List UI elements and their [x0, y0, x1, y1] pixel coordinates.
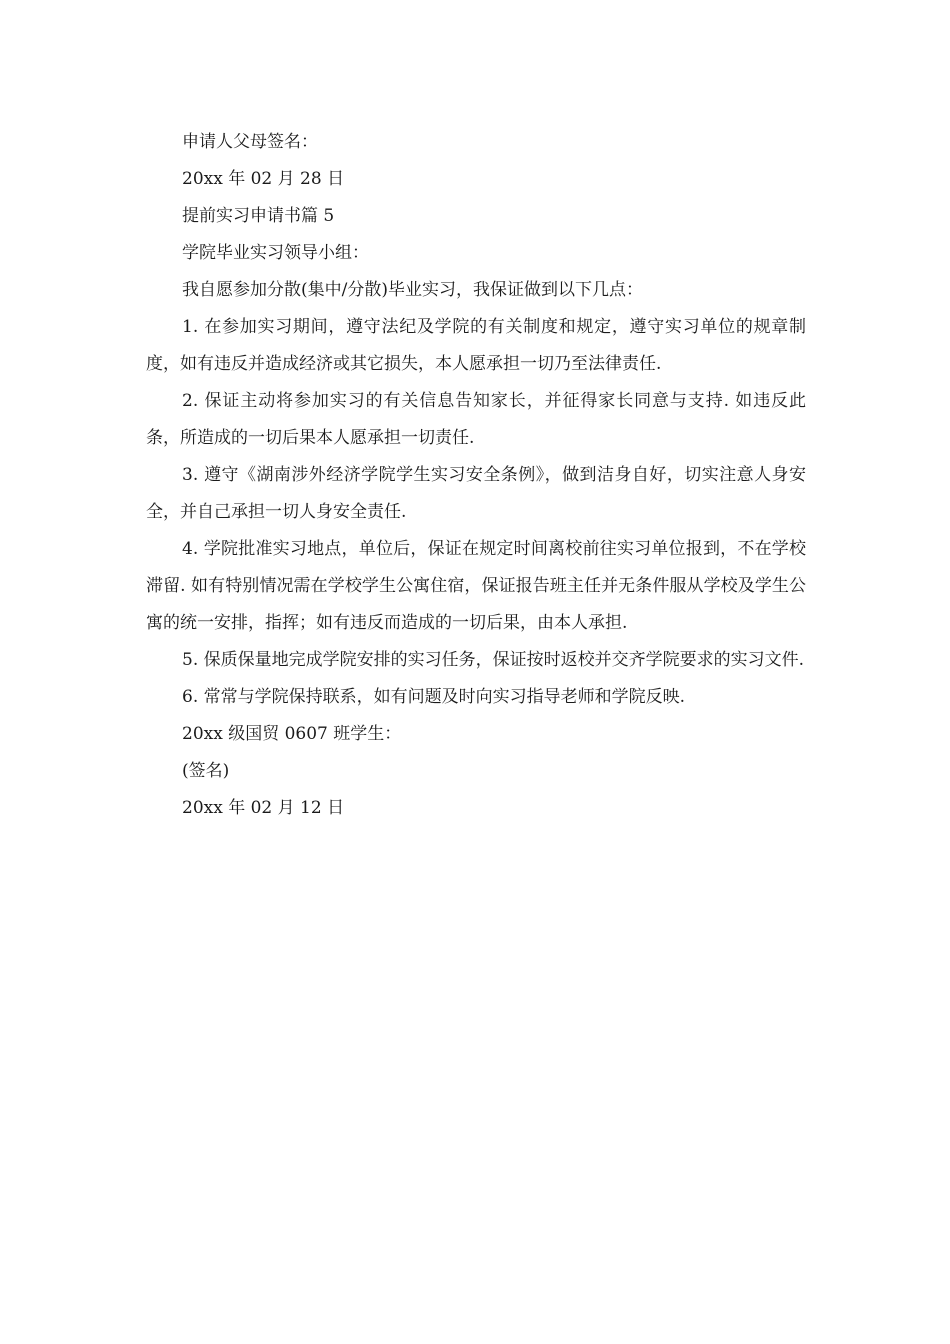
salutation: 学院毕业实习领导小组：	[182, 243, 369, 263]
pledge-item-2: 2. 保证主动将参加实习的有关信息告知家长，并征得家长同意与支持. 如违反此条，所造成的一切后果本人愿承担一切责任.	[146, 391, 806, 448]
pledge-item-1: 1. 在参加实习期间，遵守法纪及学院的有关制度和规定，遵守实习单位的规章制度，如有违反并造成经济或其它损失，本人愿承担一切乃至法律责任.	[146, 317, 806, 374]
closing-date: 20xx 年 02 月 12 日	[182, 798, 345, 818]
section-title: 提前实习申请书篇 5	[182, 206, 335, 226]
signature-placeholder: (签名)	[182, 761, 230, 781]
pledge-item-4: 4. 学院批准实习地点，单位后，保证在规定时间离校前往实习单位报到，不在学校滞留. 如有特别情况需在学校学生公寓住宿，保证报告班主任并无条件服从学校及学生公寓的统一安排，指挥；如有违反而造成的一切后果，由本人承担.	[146, 539, 806, 633]
intro-statement: 我自愿参加分散(集中/分散)毕业实习，我保证做到以下几点：	[182, 280, 643, 300]
pledge-item-3: 3. 遵守《湖南涉外经济学院学生实习安全条例》，做到洁身自好，切实注意人身安全，并自己承担一切人身安全责任.	[146, 465, 806, 522]
parent-signature-date: 20xx 年 02 月 28 日	[182, 169, 345, 189]
student-class-label: 20xx 级国贸 0607 班学生：	[182, 724, 402, 744]
pledge-item-5: 5. 保质保量地完成学院安排的实习任务，保证按时返校并交齐学院要求的实习文件.	[182, 650, 805, 670]
parent-signature-label: 申请人父母签名：	[182, 132, 318, 152]
document-body	[146, 124, 806, 827]
pledge-item-6: 6. 常常与学院保持联系，如有问题及时向实习指导老师和学院反映.	[182, 687, 686, 707]
